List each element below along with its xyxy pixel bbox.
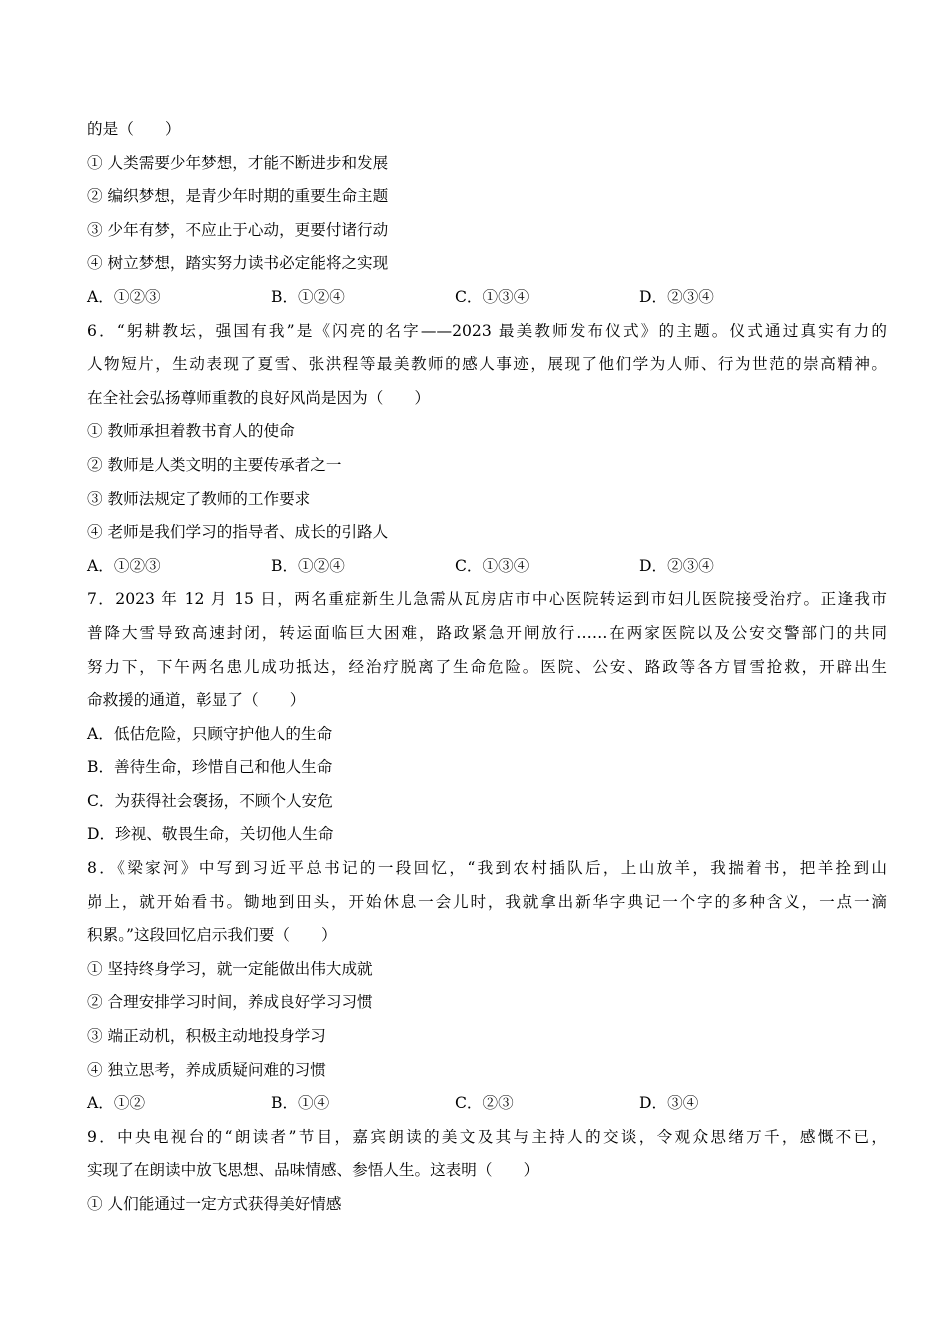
q5-option-c[interactable]: C．①③④	[455, 287, 530, 306]
q7-option-b[interactable]: B．善待生命，珍惜自己和他人生命	[87, 758, 333, 777]
q9-stem-line-1: 9．中央电视台的“朗读者”节目，嘉宾朗读的美文及其与主持人的交谈，令观众思绪万千，感慨不已，	[87, 1127, 887, 1146]
q6-item-3: ③ 教师法规定了教师的工作要求	[87, 489, 311, 508]
q8-option-a[interactable]: A．①②	[87, 1094, 146, 1113]
q5-stem-end: 的是（ ）	[87, 120, 181, 138]
q6-option-d[interactable]: D．②③④	[639, 556, 714, 575]
q6-item-1: ① 教师承担着教书育人的使命	[87, 422, 295, 441]
q5-option-b[interactable]: B．①②④	[271, 287, 345, 306]
q7-stem-line-4: 命救援的通道，彰显了（ ）	[87, 691, 306, 710]
exam-page	[87, 113, 887, 1222]
q8-option-c[interactable]: C．②③	[455, 1094, 514, 1113]
q6-stem-line-3: 在全社会弘扬尊师重教的良好风尚是因为（ ）	[87, 388, 431, 407]
q6-option-a[interactable]: A．①②③	[87, 556, 161, 575]
q6-option-b[interactable]: B．①②④	[271, 556, 345, 575]
q7-option-a[interactable]: A．低估危险，只顾守护他人的生命	[87, 724, 333, 743]
q8-item-3: ③ 端正动机，积极主动地投身学习	[87, 1027, 326, 1046]
q8-stem-line-1: 8．《梁家河》中写到习近平总书记的一段回忆，“我到农村插队后，上山放羊，我揣着书，把羊拴到山	[87, 859, 887, 878]
q6-option-c[interactable]: C．①③④	[455, 556, 530, 575]
q6-item-2: ② 教师是人类文明的主要传承者之一	[87, 455, 342, 474]
q8-item-2: ② 合理安排学习时间，养成良好学习习惯	[87, 993, 373, 1012]
q5-options	[87, 281, 887, 315]
q7-option-c[interactable]: C．为获得社会褒扬，不顾个人安危	[87, 791, 333, 810]
q5-option-d[interactable]: D．②③④	[639, 287, 714, 306]
q5-option-a[interactable]: A．①②③	[87, 287, 161, 306]
q5-item-2: ② 编织梦想，是青少年时期的重要生命主题	[87, 187, 389, 206]
q7-stem-line-3: 努力下，下午两名患儿成功抵达，经治疗脱离了生命危险。医院、公安、路政等各方冒雪抢救，开辟出生	[87, 657, 887, 676]
q6-item-4: ④ 老师是我们学习的指导者、成长的引路人	[87, 523, 389, 542]
q5-item-4: ④ 树立梦想，踏实努力读书必定能将之实现	[87, 254, 389, 273]
q8-stem-line-2: 峁上，就开始看书。锄地到田头，开始休息一会儿时，我就拿出新华字典记一个字的多种含义，一点一滴	[87, 892, 887, 911]
q9-stem-line-2: 实现了在朗读中放飞思想、品味情感、参悟人生。这表明（ ）	[87, 1161, 540, 1180]
q8-option-d[interactable]: D．③④	[639, 1094, 699, 1113]
q5-item-3: ③ 少年有梦，不应止于心动，更要付诸行动	[87, 220, 389, 239]
q7-stem-line-2: 普降大雪导致高速封闭，转运面临巨大困难，路政紧急开闸放行……在两家医院以及公安交警部门的共同	[87, 623, 887, 642]
q5-item-1: ① 人类需要少年梦想，才能不断进步和发展	[87, 153, 389, 172]
q7-option-d[interactable]: D．珍视、敬畏生命，关切他人生命	[87, 825, 334, 844]
q8-item-1: ① 坚持终身学习，就一定能做出伟大成就	[87, 959, 373, 978]
q7-stem-line-1: 7．2023 年 12 月 15 日，两名重症新生儿急需从瓦房店市中心医院转运到市妇儿医院接受治疗。正逢我市	[87, 590, 887, 609]
q6-stem-line-2: 人物短片，生动表现了夏雪、张洪程等最美教师的感人事迹，展现了他们学为人师、行为世范的崇高精神。	[87, 355, 887, 374]
q8-stem-line-3: 积累。”这段回忆启示我们要（ ）	[87, 926, 337, 945]
q9-item-1: ① 人们能通过一定方式获得美好情感	[87, 1195, 342, 1213]
q8-option-b[interactable]: B．①④	[271, 1094, 330, 1113]
q6-stem-line-1: 6．“躬耕教坛，强国有我”是《闪亮的名字——2023 最美教师发布仪式》的主题。仪式通过真实有力的	[87, 321, 887, 340]
q8-item-4: ④ 独立思考，养成质疑问难的习惯	[87, 1060, 326, 1079]
q8-options	[87, 1087, 887, 1121]
q6-options	[87, 550, 887, 584]
